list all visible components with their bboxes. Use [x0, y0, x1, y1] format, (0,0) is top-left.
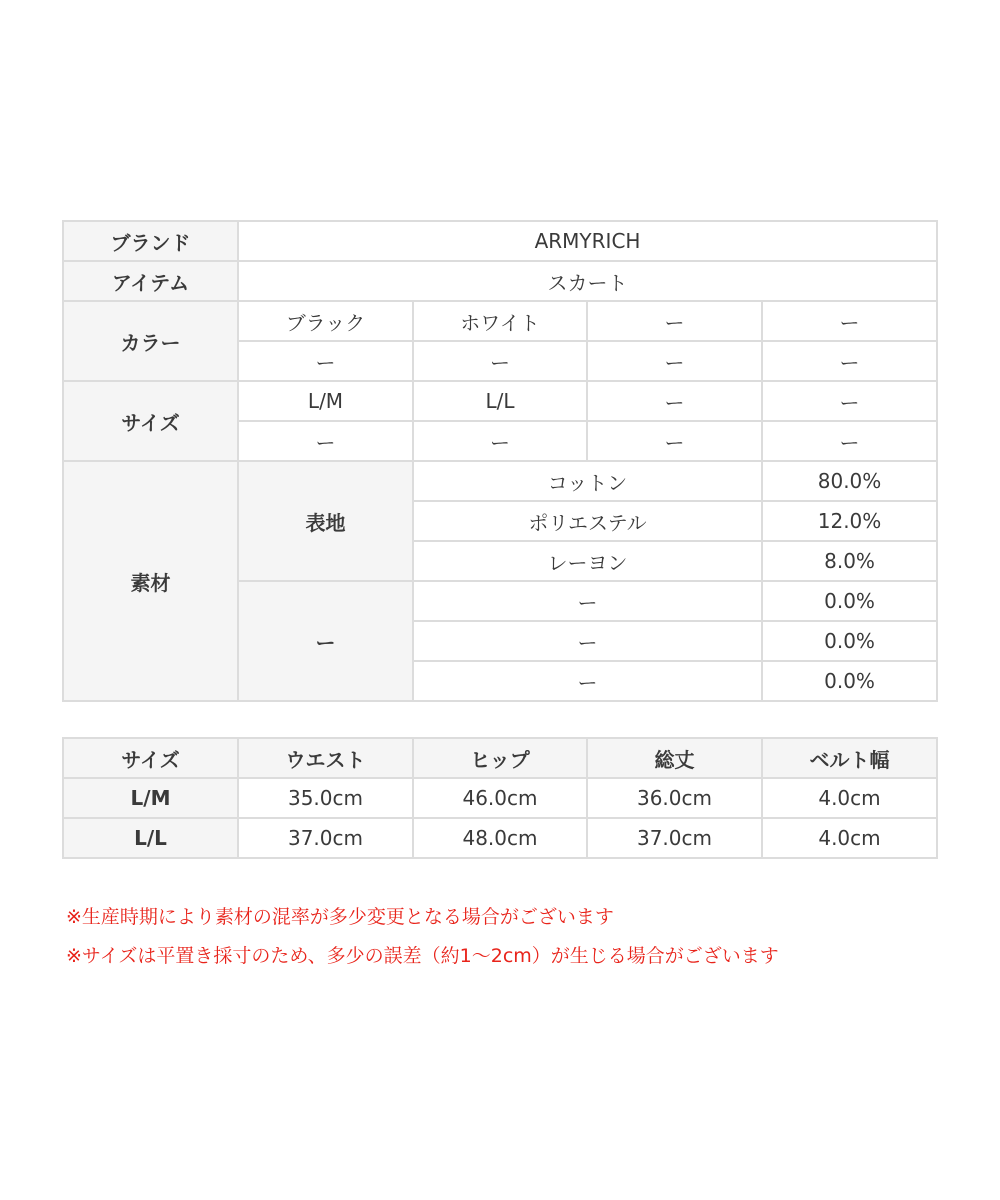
color-value: ホワイト	[413, 301, 587, 341]
material-percent: 80.0%	[762, 461, 937, 501]
color-row-1	[63, 301, 937, 341]
item-label: アイテム	[63, 261, 238, 301]
material-name: コットン	[413, 461, 762, 501]
color-value: ー	[587, 301, 762, 341]
material-label: 素材	[63, 461, 238, 701]
column-header: ヒップ	[413, 738, 587, 778]
brand-value: ARMYRICH	[238, 221, 937, 261]
brand-row	[63, 221, 937, 261]
material-name: ー	[413, 581, 762, 621]
material-percent: 0.0%	[762, 621, 937, 661]
material-name: ポリエステル	[413, 501, 762, 541]
material-name: ー	[413, 661, 762, 701]
size-measurement-table	[62, 737, 938, 859]
note-measurement-error: ※サイズは平置き採寸のため、多少の誤差（約1〜2cm）が生じる場合がございます	[66, 945, 779, 967]
product-spec-table	[62, 220, 938, 702]
color-label: カラー	[63, 301, 238, 381]
table-row	[63, 778, 937, 818]
measurement-cell: 46.0cm	[413, 778, 587, 818]
size-value: L/L	[413, 381, 587, 421]
color-value: ー	[762, 341, 937, 381]
column-header: 総丈	[587, 738, 762, 778]
color-value: ー	[762, 301, 937, 341]
size-row-1	[63, 381, 937, 421]
size-value: ー	[587, 381, 762, 421]
size-value: ー	[762, 381, 937, 421]
color-value: ー	[413, 341, 587, 381]
material-percent: 0.0%	[762, 661, 937, 701]
column-header: サイズ	[63, 738, 238, 778]
measurement-cell: 37.0cm	[587, 818, 762, 858]
row-size-label: L/L	[63, 818, 238, 858]
measurement-cell: 36.0cm	[587, 778, 762, 818]
size-value: ー	[762, 421, 937, 461]
size-value: ー	[238, 421, 413, 461]
material-percent: 0.0%	[762, 581, 937, 621]
color-value: ブラック	[238, 301, 413, 341]
note-material-mix: ※生産時期により素材の混率が多少変更となる場合がございます	[66, 906, 614, 928]
measurement-cell: 37.0cm	[238, 818, 413, 858]
brand-label: ブランド	[63, 221, 238, 261]
size-table-header	[63, 738, 937, 778]
column-header: ウエスト	[238, 738, 413, 778]
measurement-cell: 35.0cm	[238, 778, 413, 818]
material-name: ー	[413, 621, 762, 661]
column-header: ベルト幅	[762, 738, 937, 778]
item-value: スカート	[238, 261, 937, 301]
size-value: L/M	[238, 381, 413, 421]
measurement-cell: 4.0cm	[762, 778, 937, 818]
material-row	[63, 461, 937, 501]
material-percent: 8.0%	[762, 541, 937, 581]
material-percent: 12.0%	[762, 501, 937, 541]
row-size-label: L/M	[63, 778, 238, 818]
measurement-cell: 4.0cm	[762, 818, 937, 858]
material-part: 表地	[238, 461, 413, 581]
measurement-cell: 48.0cm	[413, 818, 587, 858]
size-label: サイズ	[63, 381, 238, 461]
material-name: レーヨン	[413, 541, 762, 581]
size-value: ー	[587, 421, 762, 461]
table-row	[63, 818, 937, 858]
color-value: ー	[587, 341, 762, 381]
color-value: ー	[238, 341, 413, 381]
size-value: ー	[413, 421, 587, 461]
item-row	[63, 261, 937, 301]
material-part: ー	[238, 581, 413, 701]
